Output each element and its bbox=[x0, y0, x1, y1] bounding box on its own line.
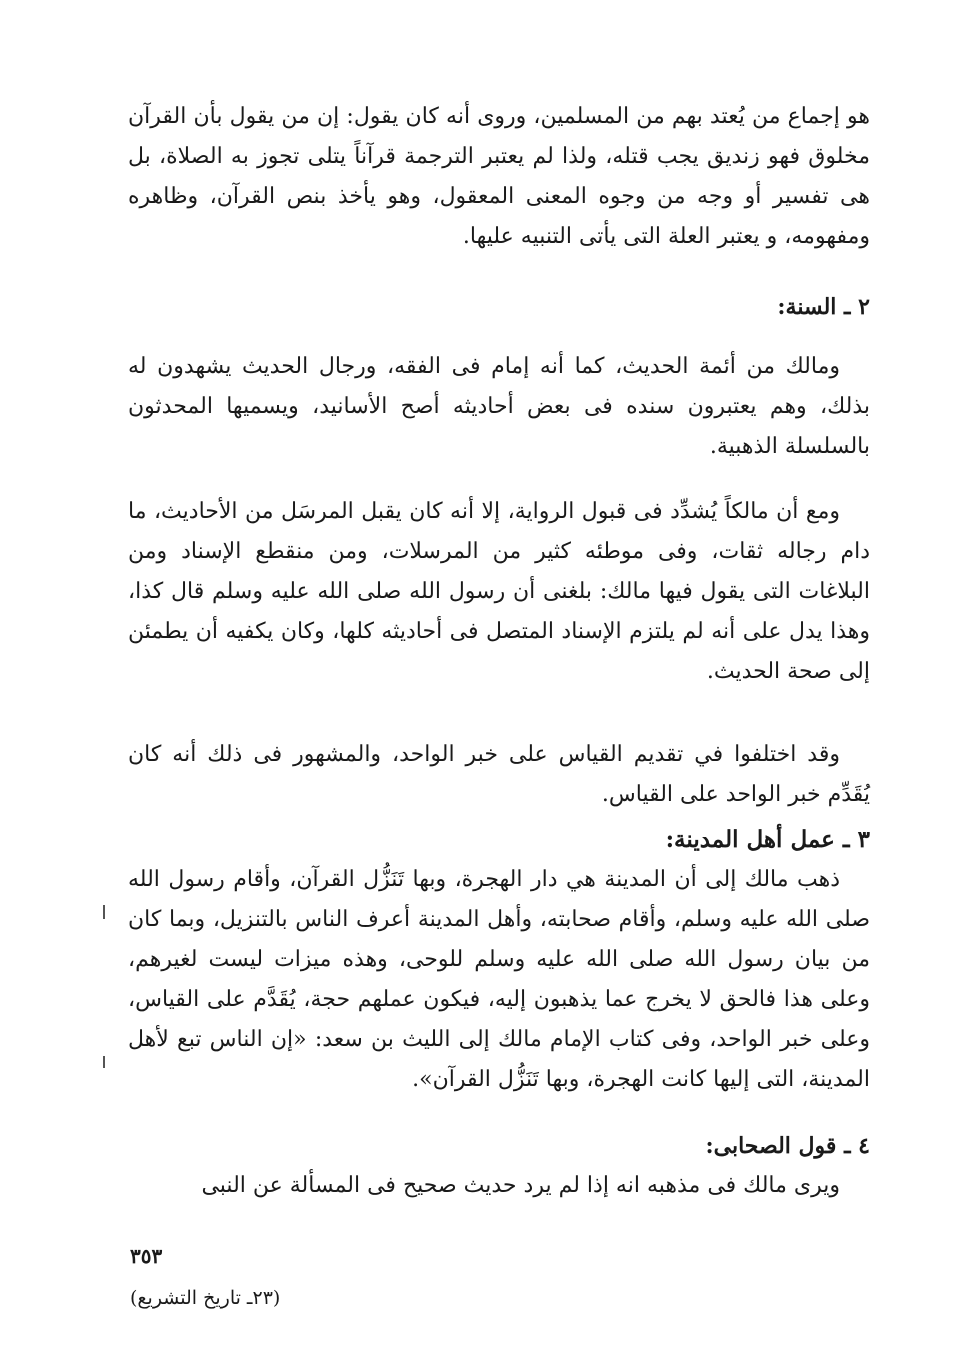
book-signature: (٢٣ـ تاريخ التشريع) bbox=[130, 1287, 281, 1309]
paragraph-malik-hadith: ومالك من أئمة الحديث، كما أنه إمام فى الفقه، ورجال الحديث يشهدون له بذلك، وهم يعتبرون سنده فى بعض أحاديثه أصح الأسانيد، ويسميها المحدثون بالسلسلة الذهبية. bbox=[128, 354, 871, 459]
heading-amal-ahl-madina: ٣ ـ عمل أهل المدينة: bbox=[665, 826, 870, 853]
paragraph-qiyas: وقد اختلفوا في تقديم القياس على خبر الواحد، والمشهور فى ذلك أنه كان يُقَدِّم خبر الواحد على القياس. bbox=[128, 742, 870, 807]
heading-qawl-sahabi: ٤ ـ قول الصحابى: bbox=[705, 1133, 870, 1159]
heading-sunnah: ٢ ـ السنة: bbox=[777, 294, 870, 320]
paragraph-mursal: ومع أن مالكاً يُشدِّد فى قبول الرواية، إلا أنه كان يقبل المرسَل من الأحاديث، ما دام رجاله ثقات، وفى موطئه كثير من المرسلات، ومن منقطع الإسناد ومن البلاغات التى يقول فيها مالك: بلغنى أن رسول الله صلى الله عليه وسلم قال كذا، وهذا يدل على أنه لم يلتزم الإسناد المتصل فى أحاديثه كلها، وكان يكفيه أن يطمئن إلى صحة الحديث. bbox=[128, 499, 870, 684]
margin-mark bbox=[103, 1056, 105, 1068]
margin-mark bbox=[103, 905, 105, 919]
paragraph-madina: ذهب مالك إلى أن المدينة هي دار الهجرة، وبها تَنَزُّل القرآن، وأقام رسول الله صلى الله عليه وسلم، وأقام صحابته، وأهل المدينة أعرف الناس بالتنزيل، وبما كان من بيان رسول الله صلى الله عليه وسلم للوحى، وهذه ميزات ليست لغيرهم، وعلى هذا فالحق لا يخرج عما يذهبون إليه، فيكون عملهم حجة، يُقَدَّم على القياس، وعلى خبر الواحد، وفى كتاب الإمام مالك إلى الليث بن سعد: «إن الناس تبع لأهل المدينة، التى إليها كانت الهجرة، وبها تَنَزُّل القرآن». bbox=[128, 867, 870, 1092]
paragraph-quran-continued: هو إجماع من يُعتد بهم من المسلمين، وروى أنه كان يقول: إن من يقول بأن القرآن مخلوق فهو زنديق يجب قتله، ولذا لم يعتبر الترجمة قرآناً يتلى تجوز به الصلاة، بل هى تفسير أو وجه من وجوه المعنى المعقول، وهو يأخذ بنص القرآن، وظاهره ومفهومه، و يعتبر العلة التى يأتى التنبيه عليها. bbox=[128, 104, 870, 249]
paragraph-sahabi: ويرى مالك فى مذهبه انه إذا لم يرد حديث صحيح فى المسألة عن النبى bbox=[201, 1173, 840, 1198]
page-number: ٣٥٣ bbox=[130, 1244, 163, 1268]
